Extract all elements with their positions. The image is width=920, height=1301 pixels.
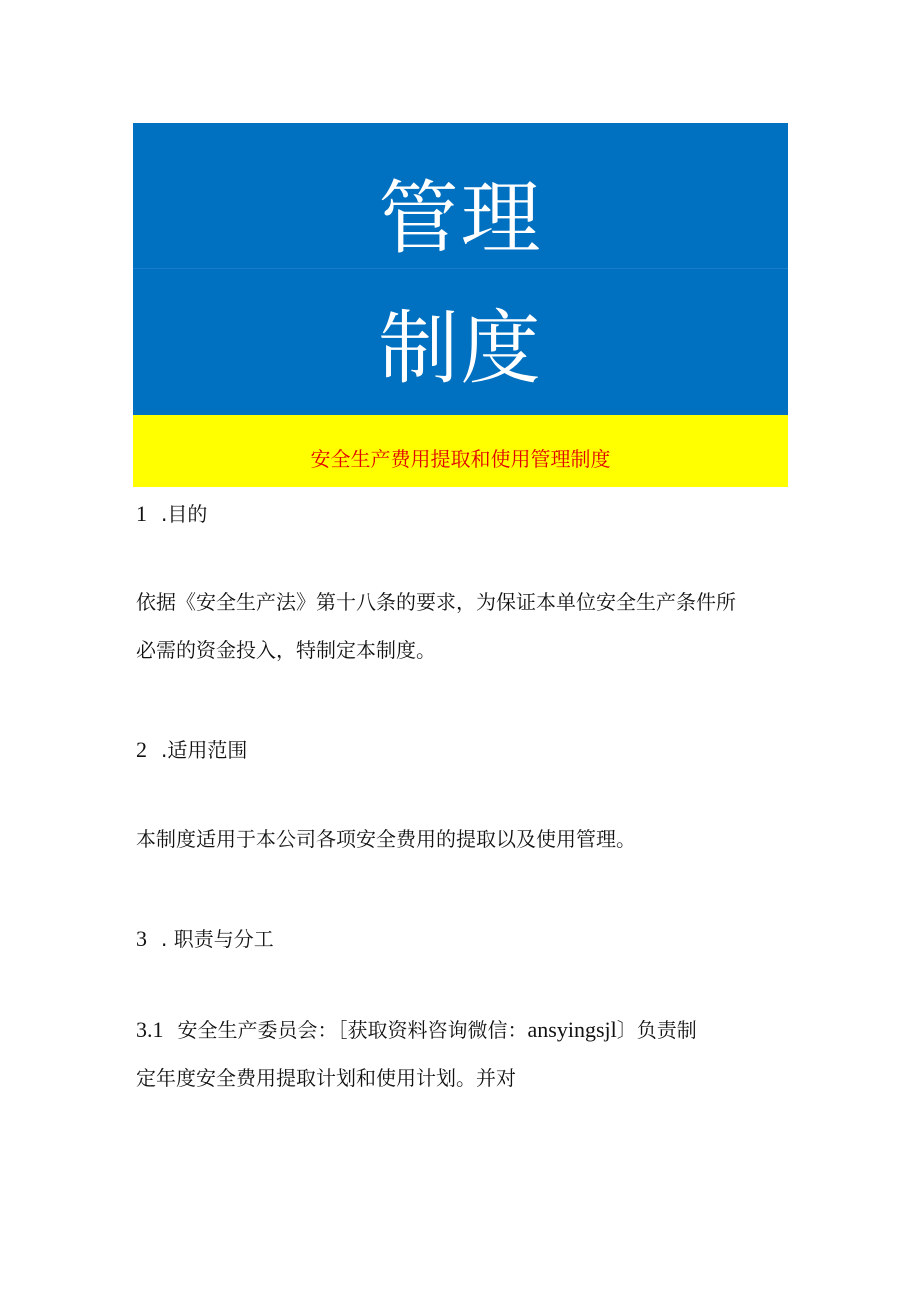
- section-3-heading: [136, 927, 274, 951]
- banner-title-line-2: 制度: [378, 302, 543, 395]
- title-banner: [133, 123, 788, 415]
- document-subtitle: 安全生产费用提取和使用管理制度: [310, 447, 611, 471]
- section-3-1-line-1: [136, 1018, 697, 1042]
- banner-divider: [133, 268, 788, 269]
- banner-title-line-1: 管理: [378, 172, 543, 265]
- section-3-1-number: 3.1: [136, 1017, 164, 1042]
- section-3-1-text-before: 安全生产委员会：［获取资料咨询微信：: [177, 1018, 528, 1042]
- section-1-heading: [136, 502, 207, 526]
- section-1-title: .目的: [161, 502, 208, 526]
- section-3-1-text-after: 〕负责制: [616, 1018, 697, 1042]
- wechat-id: ansyingsjl: [527, 1017, 617, 1042]
- section-1-body-line-2: 必需的资金投入，特制定本制度。: [136, 638, 436, 662]
- section-3-title: . 职责与分工: [161, 927, 274, 951]
- section-2-number: 2: [136, 737, 147, 762]
- section-2-body: 本制度适用于本公司各项安全费用的提取以及使用管理。: [136, 827, 636, 851]
- section-3-1-line-2: 定年度安全费用提取计划和使用计划。并对: [136, 1066, 516, 1090]
- section-2-heading: [136, 738, 247, 762]
- section-1-number: 1: [136, 501, 147, 526]
- section-2-title: .适用范围: [161, 738, 248, 762]
- section-1-body-line-1: 依据《安全生产法》第十八条的要求，为保证本单位安全生产条件所: [136, 590, 736, 614]
- subtitle-bar: [133, 415, 788, 487]
- section-3-number: 3: [136, 926, 147, 951]
